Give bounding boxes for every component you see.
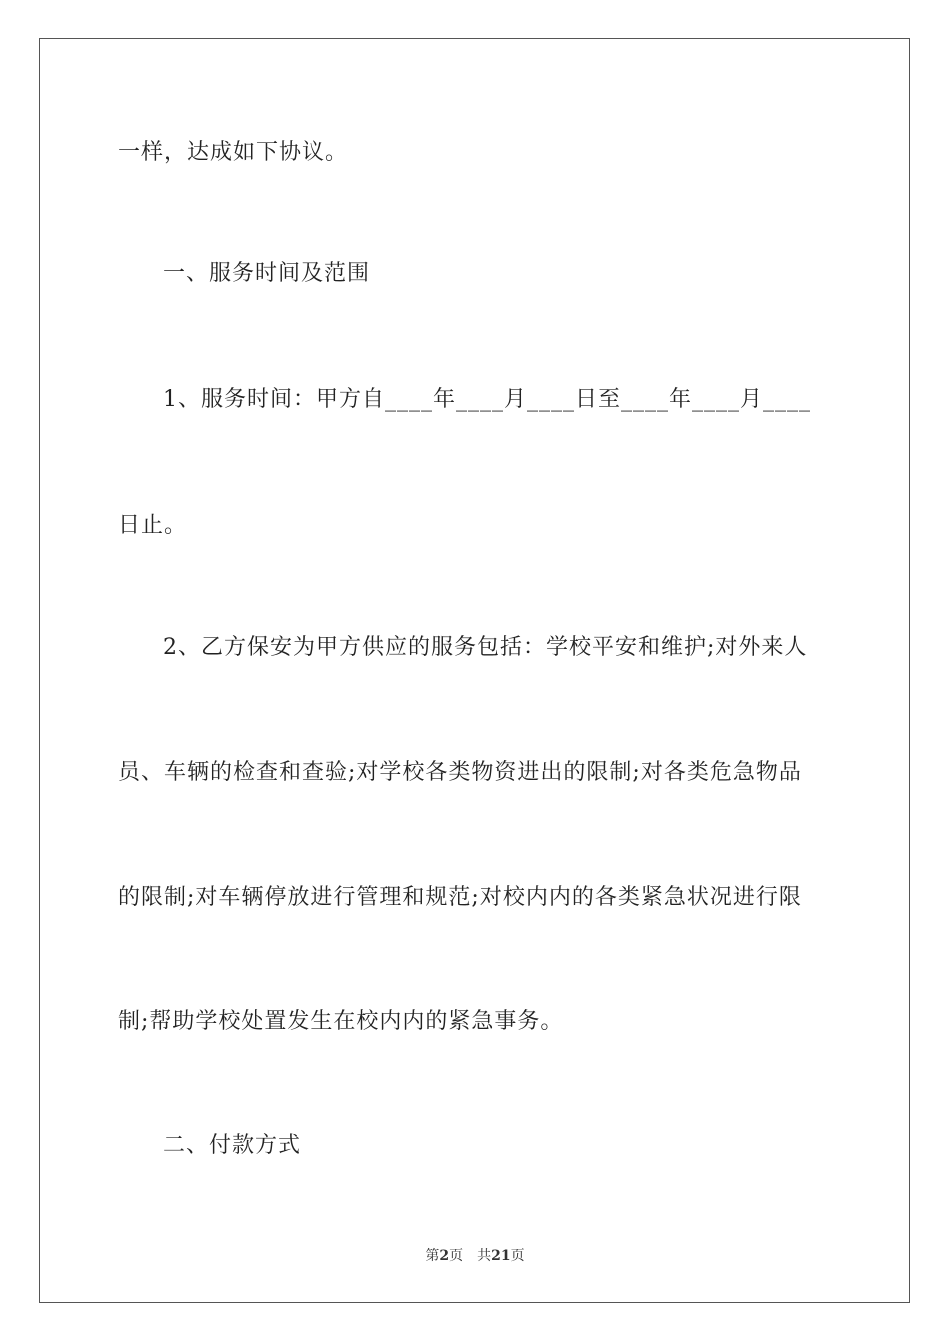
total-prefix: 共	[477, 1248, 492, 1264]
paragraph-line-1: 一样，达成如下协议。	[118, 140, 349, 165]
paragraph-line-7: 制;帮助学校处置发生在校内内的紧急事务。	[118, 1009, 564, 1034]
paragraph-line-4: 2、乙方保安为甲方供应的服务包括：学校平安和维护;对外来人	[163, 635, 808, 660]
total-pages: 21	[491, 1248, 511, 1264]
page-border	[39, 38, 910, 1303]
paragraph-line-6: 的限制;对车辆停放进行管理和规范;对校内内的各类紧急状况进行限	[118, 885, 802, 910]
page-number: 2	[439, 1248, 450, 1264]
section-heading-1: 一、服务时间及范围	[163, 261, 371, 286]
paragraph-line-5: 员、车辆的检查和查验;对学校各类物资进出的限制;对各类危急物品	[118, 760, 802, 785]
total-suffix: 页	[510, 1248, 525, 1264]
paragraph-line-2: 1、服务时间：甲方自____年____月____日至____年____月____	[163, 387, 811, 412]
page-footer	[0, 1246, 950, 1266]
page-suffix: 页	[449, 1248, 464, 1264]
page-prefix: 第	[425, 1248, 440, 1264]
paragraph-line-3: 日止。	[118, 513, 188, 538]
section-heading-2: 二、付款方式	[163, 1133, 302, 1158]
